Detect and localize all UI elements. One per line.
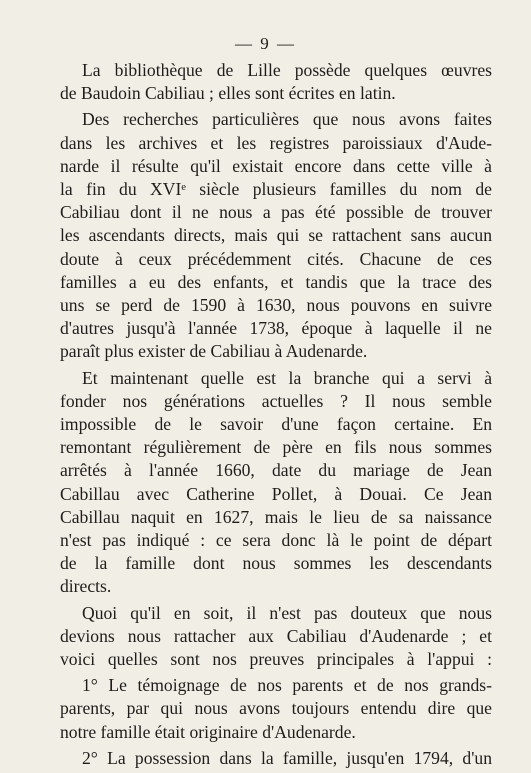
- text-line: Cabiliau dont il ne nous a pas été possible de trouver: [60, 202, 492, 223]
- text-line: fonder nos générations actuelles ? Il nous semble: [60, 390, 492, 411]
- text-line: familles a eu des enfants, et tandis que la trace des: [60, 271, 492, 292]
- paragraph: [60, 59, 492, 105]
- text-line: arrêtés à l'année 1660, date du mariage de Jean: [60, 460, 492, 481]
- text-line: dans les archives et les registres paroissiaux d'Aude-: [60, 132, 492, 153]
- text-line: parents, par qui nous avons toujours entendu dire que: [60, 698, 492, 719]
- text-line: Des recherches particulières que nous avons faites: [82, 109, 492, 130]
- text-line: d'autres jusqu'à l'année 1738, époque à laquelle il ne: [60, 318, 492, 339]
- text-line: notre famille était originaire d'Audenarde.: [60, 721, 356, 742]
- page-number: — 9 —: [235, 34, 296, 53]
- paragraph: [60, 108, 492, 363]
- text-line: voici quelles sont nos preuves principales à l'appui :: [60, 649, 492, 670]
- text-line: 2° La possession dans la famille, jusqu'en 1794, d'un: [82, 747, 492, 768]
- text-line: Quoi qu'il en soit, il n'est pas douteux que nous: [82, 602, 492, 623]
- text-line: remontant régulièrement de père en fils nous sommes: [60, 437, 492, 458]
- body-text: [60, 59, 492, 773]
- text-line: de Baudoin Cabiliau ; elles sont écrites en latin.: [60, 83, 396, 104]
- text-line: paraît plus exister de Cabiliau à Audenarde.: [60, 341, 368, 362]
- text-line: Et maintenant quelle est la branche qui a servi à: [82, 367, 492, 388]
- text-line: doute à ceux précédemment cités. Chacune de ces: [60, 248, 492, 269]
- paragraph: [60, 747, 492, 770]
- paragraph: [60, 674, 492, 744]
- text-line: Cabillau naquit en 1627, mais le lieu de sa naissance: [60, 506, 492, 527]
- text-line: Cabillau avec Catherine Pollet, à Douai. Ce Jean: [60, 483, 492, 504]
- paragraph: [60, 602, 492, 672]
- text-line: uns se perd de 1590 à 1630, nous pouvons en suivre: [60, 295, 492, 316]
- text-line: n'est pas indiqué : ce sera donc là le point de départ: [60, 530, 492, 551]
- text-line: de la famille dont nous sommes les descendants: [60, 553, 492, 574]
- text-line: la fin du XVIᵉ siècle plusieurs familles du nom de: [60, 179, 492, 200]
- text-line: La bibliothèque de Lille possède quelques œuvres: [82, 60, 492, 80]
- text-line: directs.: [60, 576, 112, 597]
- text-line: 1° Le témoignage de nos parents et de nos grands-: [82, 675, 492, 696]
- paragraph: [60, 367, 492, 599]
- text-line: narde il résulte qu'il existait encore dans cette ville à: [60, 155, 492, 176]
- text-line: impossible de le savoir d'une façon certaine. En: [60, 414, 492, 435]
- text-line: les ascendants directs, mais qui se rattachent sans aucun: [60, 225, 492, 246]
- text-line: devions nous rattacher aux Cabiliau d'Audenarde ; et: [60, 625, 492, 646]
